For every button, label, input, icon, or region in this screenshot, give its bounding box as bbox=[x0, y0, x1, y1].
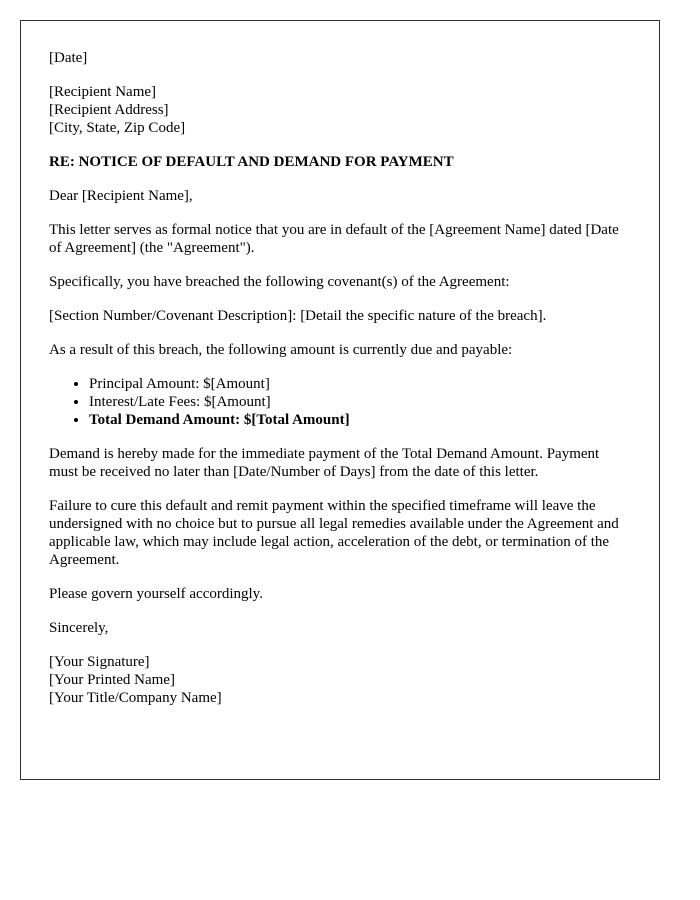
title-company: [Your Title/Company Name] bbox=[49, 690, 222, 706]
paragraph-demand: Demand is hereby made for the immediate payment of the Total Demand Amount. Payment must be received no later than [Date/Number of Days] from the date of this letter. bbox=[49, 446, 600, 480]
paragraph-failure: Failure to cure this default and remit payment within the specified timeframe will leave the undersigned with no choice but to pursue all legal remedies available under the Agreement and applicable law, which may include legal action, acceleration of the debt, or termination of the Agreement. bbox=[49, 498, 619, 568]
salutation: Dear [Recipient Name], bbox=[49, 188, 193, 204]
recipient-address: [Recipient Address] bbox=[49, 102, 169, 118]
recipient-block bbox=[49, 83, 631, 137]
amounts-list bbox=[49, 375, 631, 429]
amount-interest: • Interest/Late Fees: $[Amount] bbox=[89, 393, 631, 411]
subject-line: RE: NOTICE OF DEFAULT AND DEMAND FOR PAYMENT bbox=[49, 154, 454, 170]
letter-date: [Date] bbox=[49, 50, 88, 66]
signature-line: [Your Signature] bbox=[49, 654, 150, 670]
closing: Sincerely, bbox=[49, 620, 109, 636]
recipient-name: [Recipient Name] bbox=[49, 84, 157, 100]
printed-name: [Your Printed Name] bbox=[49, 672, 175, 688]
paragraph-breach: Specifically, you have breached the following covenant(s) of the Agreement: bbox=[49, 274, 510, 290]
paragraph-govern: Please govern yourself accordingly. bbox=[49, 586, 263, 602]
amount-principal: • Principal Amount: $[Amount] bbox=[89, 375, 631, 393]
amount-total: • Total Demand Amount: $[Total Amount] bbox=[89, 411, 631, 429]
letter-document bbox=[20, 20, 660, 780]
paragraph-amount-intro: As a result of this breach, the following amount is currently due and payable: bbox=[49, 342, 513, 358]
paragraph-covenant: [Section Number/Covenant Description]: [Detail the specific nature of the breach]. bbox=[49, 308, 547, 324]
signature-block bbox=[49, 653, 631, 707]
recipient-city-state-zip: [City, State, Zip Code] bbox=[49, 120, 186, 136]
paragraph-notice: This letter serves as formal notice that you are in default of the [Agreement Name] dated [Date of Agreement] (the "Agreement"). bbox=[49, 222, 619, 256]
